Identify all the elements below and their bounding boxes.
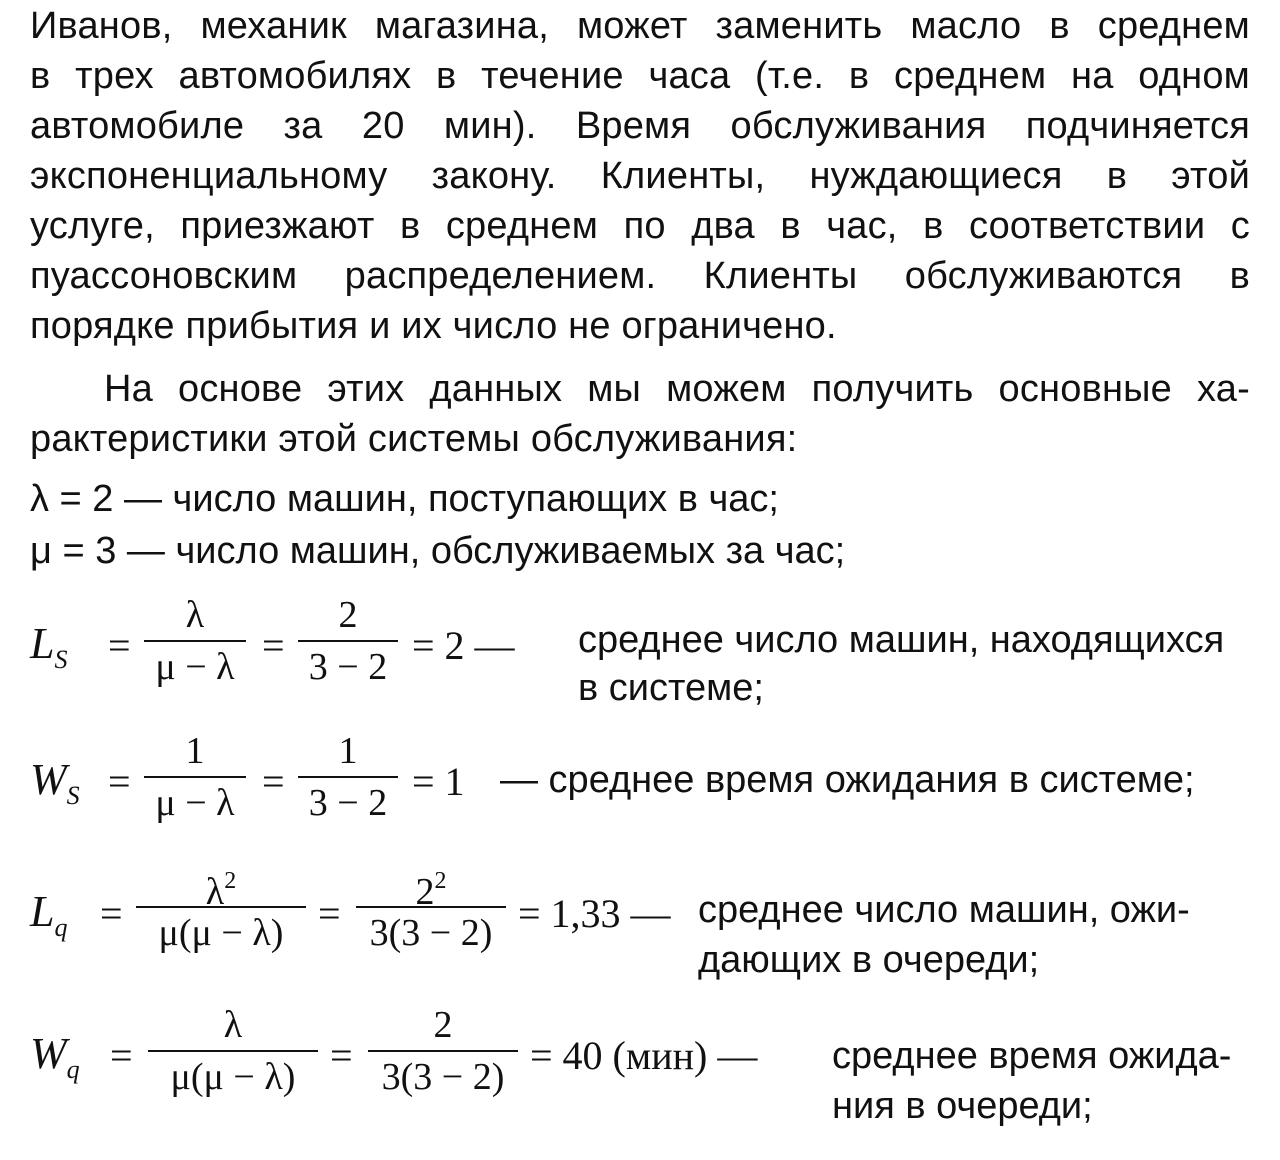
ls-frac1-numerator: λ xyxy=(185,594,205,636)
ls-equals-1: = xyxy=(108,623,131,668)
paragraph-1-line-7: порядке прибытия и их число не ограничено. xyxy=(30,305,837,347)
paragraph-1-line-3: автомобиле за 20 мин). Время обслуживания подчиняется xyxy=(30,105,1250,147)
ls-frac2-numerator: 2 xyxy=(338,594,358,636)
wq-frac2-numerator: 2 xyxy=(433,1004,453,1046)
ws-frac1-numerator: 1 xyxy=(185,730,205,772)
fraction-bar xyxy=(144,776,246,778)
paragraph-2-line-2: рактеристики этой системы обслуживания: xyxy=(30,418,798,460)
fraction-bar xyxy=(298,776,398,778)
lq-frac1-numerator: $\lambda^2$ xyxy=(205,868,237,913)
ls-description-line-2: в системе; xyxy=(578,667,764,709)
lq-frac1-denominator: μ(μ − λ) xyxy=(158,912,284,954)
wq-result: = 40 (мин) — xyxy=(530,1033,758,1078)
lq-frac2-numerator: $2^2$ xyxy=(415,868,447,913)
ws-frac2-denominator: 3 − 2 xyxy=(308,782,388,824)
ls-fraction-2 xyxy=(298,592,398,690)
formula-lq xyxy=(30,858,1270,981)
lq-description-line-1: среднее число машин, ожи- xyxy=(698,889,1190,931)
ls-frac2-denominator: 3 − 2 xyxy=(308,646,388,688)
fraction-bar xyxy=(298,640,398,642)
ls-frac1-denominator: μ − λ xyxy=(155,646,235,688)
formula-ws xyxy=(30,728,1270,838)
ls-equals-2: = xyxy=(262,623,285,668)
ws-equals-2: = xyxy=(262,759,285,804)
ws-fraction-2 xyxy=(298,728,398,826)
wq-frac1-denominator: μ(μ − λ) xyxy=(170,1056,296,1098)
ws-variable: $W_S$ xyxy=(30,755,80,810)
paragraph-1-line-4: экспоненциальному закону. Клиенты, нуждающиеся в этой xyxy=(30,155,1250,197)
ws-fraction-1 xyxy=(144,728,246,826)
lambda-definition: λ = 2 — число машин, поступающих в час; xyxy=(30,478,779,520)
lq-frac2-denominator: 3(3 − 2) xyxy=(369,912,493,954)
paragraph-1-line-2: в трех автомобилях в течение часа (т.е. в среднем на одном xyxy=(30,55,1250,97)
ws-description-line-1: — среднее время ожидания в системе; xyxy=(500,759,1195,801)
ws-equals-1: = xyxy=(108,759,131,804)
paragraph-1-line-5: услуге, приезжают в среднем по два в час, в соответствии с xyxy=(30,205,1250,247)
wq-description-line-1: среднее время ожида- xyxy=(832,1035,1232,1077)
fraction-bar xyxy=(148,1050,318,1052)
formula-ls xyxy=(30,592,1270,709)
ls-variable: $L_S$ xyxy=(30,619,68,674)
fraction-bar xyxy=(144,640,246,642)
ls-fraction-1 xyxy=(144,592,246,690)
ls-description-line-1: среднее число машин, находящихся xyxy=(578,619,1225,661)
paragraph-1-line-6: пуассоновским распределением. Клиенты обслуживаются в xyxy=(30,255,1250,297)
lq-result: = 1,33 — xyxy=(518,891,671,936)
mu-definition: μ = 3 — число машин, обслуживаемых за час; xyxy=(30,530,846,572)
ws-result: = 1 xyxy=(412,759,465,804)
wq-equals-1: = xyxy=(110,1033,133,1078)
lq-equals-1: = xyxy=(100,891,123,936)
fraction-bar xyxy=(368,1050,518,1052)
wq-fraction-1 xyxy=(148,1002,318,1100)
lq-variable: $L_q$ xyxy=(30,887,68,942)
wq-frac2-denominator: 3(3 − 2) xyxy=(381,1056,505,1098)
ls-result: = 2 — xyxy=(412,623,515,668)
paragraph-2-line-1: На основе этих данных мы можем получить основные ха- xyxy=(104,368,1250,410)
formula-wq xyxy=(30,1002,1270,1127)
lq-fraction-2 xyxy=(356,858,506,956)
wq-frac1-numerator: λ xyxy=(223,1004,243,1046)
wq-variable: $W_q$ xyxy=(30,1029,80,1084)
ws-frac2-numerator: 1 xyxy=(338,730,358,772)
wq-equals-2: = xyxy=(330,1033,353,1078)
lq-fraction-1 xyxy=(136,858,306,956)
lq-description-line-2: дающих в очереди; xyxy=(698,939,1040,981)
ws-frac1-denominator: μ − λ xyxy=(155,782,235,824)
wq-fraction-2 xyxy=(368,1002,518,1100)
wq-description-line-2: ния в очереди; xyxy=(832,1085,1093,1127)
paragraph-1-line-1: Иванов, механик магазина, может заменить масло в среднем xyxy=(30,5,1250,47)
lq-equals-2: = xyxy=(318,891,341,936)
